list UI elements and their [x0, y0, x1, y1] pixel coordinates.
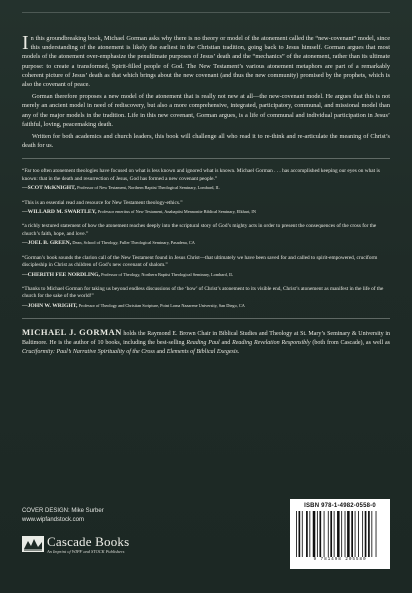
description-paragraph-2: Gorman therefore proposes a new model of the atonement that is really not new at all—the new-covenant model. He argues that this is not merely an ancient model in need of rediscovery, but also a more comprehensive, integrated, participatory, communal, and missional model than any of the major models in the tradition. Life in this new covenant, Gorman argues, is a life of communal and individual participation in Jesus’ faithful, loving, peacemaking death.: [22, 93, 390, 128]
bio-text: (both from Cascade), as well as: [310, 339, 391, 346]
endorsement-attribution: [22, 271, 390, 279]
endorsement-attribution: [22, 184, 390, 192]
cover-design-credit: COVER DESIGN: Mike Surber: [22, 508, 104, 514]
endorser-name: —SCOT McKNIGHT,: [22, 185, 76, 192]
barcode-digits: 9 781498 205580: [313, 557, 367, 562]
section-divider: [22, 318, 390, 319]
endorsement-quote: “Far too often atonement theologies have focused on what is less known and ignored what is known. Michael Gorman . . . has accomplished keeping our eyes on what is known: that in the death and resurrection of Jesus, God has formed a new covenant people.”: [22, 168, 380, 182]
cascade-logo-icon: [22, 536, 44, 552]
bio-text: and: [155, 348, 167, 355]
endorser-name: —JOHN W. WRIGHT,: [22, 302, 78, 309]
book-title: Cruciformity: Paul’s Narrative Spirituality of the Cross: [22, 348, 156, 355]
endorser-role: Professor of Theology and Christian Scripture, Point Loma Nazarene University, San Diego, CA: [78, 302, 245, 308]
endorsement-quote: “Thanks to Michael Gorman for taking us beyond endless discussions of the ‘how’ of Christ’s atonement to its visible end, Christ’s atonement as manifest in the life of the church for the sake of the world!”: [22, 285, 384, 300]
bio-text: .: [237, 348, 240, 355]
endorsement-quote: “This is an essential read and resource for New Testament theology-ethics.”: [22, 199, 183, 206]
book-title: Elements of Biblical Exegesis: [166, 348, 238, 355]
section-divider: [22, 158, 390, 159]
endorser-role: Dean, School of Theology, Fuller Theological Seminary, Pasadena, CA: [72, 240, 195, 246]
publisher-website: www.wipfandstock.com: [22, 517, 85, 523]
barcode: [290, 499, 390, 569]
drop-cap: I: [22, 32, 29, 54]
endorser-role: Professor of Theology, Northern Baptist Theological Seminary, Lombard, IL: [101, 271, 234, 277]
footer: [22, 503, 390, 583]
book-title: Reading Revelation Responsibly: [232, 339, 311, 346]
author-name: MICHAEL J. GORMAN: [22, 327, 122, 338]
endorsement: [22, 255, 390, 279]
publisher-imprint: An Imprint of WIPF and STOCK Publishers: [47, 549, 125, 554]
endorser-name: —CHERITH FEE NORDLING,: [22, 271, 100, 278]
endorsement: [22, 223, 390, 247]
barcode-bars-icon: [294, 511, 386, 557]
endorsement: [22, 168, 390, 192]
bio-text: and: [219, 339, 233, 346]
endorsement-quote: “a richly textured statement of how the atonement reaches deeply into the scriptural story of God’s mighty acts in order to present the consequences of the cross for the church’s faith, hope, and love.”: [22, 223, 377, 237]
endorsement: [22, 286, 390, 310]
endorsement-attribution: [22, 208, 390, 216]
publisher-name: Cascade Books: [47, 534, 130, 549]
endorsement-attribution: [22, 302, 390, 310]
endorser-role: Professor of New Testament, Northern Baptist Theological Seminary, Lombard, IL: [77, 185, 220, 191]
endorser-name: —JOEL B. GREEN,: [22, 240, 72, 247]
publisher-wordmark: [47, 535, 129, 555]
endorser-role: Professor emeritus of New Testament, Anabaptist Mennonite Biblical Seminary, Elkhart, IN: [97, 209, 256, 215]
endorsement-attribution: [22, 239, 390, 247]
credits: [22, 507, 104, 525]
endorsement: [22, 200, 390, 217]
isbn-label: ISBN 978-1-4982-0558-0: [304, 503, 376, 509]
top-rule: [22, 12, 390, 13]
description-text-1: n this groundbreaking book, Michael Gorman asks why there is no theory or model of the atonement called the “new-covenant” model, since this understanding of the atonement is likely the earliest in the Christian tradition, going back to Jesus himself. Gorman argues that most models of the atonement over-emphasize the penultimate purposes of Jesus’ death and the “mechanics” of the atonement, rather than its ultimate purpose: to create a transformed, Spirit-filled people of God. The New Testament’s various atonement metaphors are part of a remarkably coherent picture of Jesus’ death as that which brings about the new covenant (and thus the new community) promised by the prophets, which is also the covenant of peace.: [22, 35, 390, 89]
bio-text: holds the Raymond E. Brown Chair in Biblical Studies and Theology at St. Mary’s Seminary & University in Baltimore. He is the author of 10 books, including the best-selling: [22, 331, 390, 346]
author-bio: [22, 328, 390, 356]
publisher-logo: [22, 535, 129, 555]
endorsement-quote: “Gorman’s book sounds the clarion call of the New Testament found in Jesus Christ—that ultimately we have been saved for and called to spirit-empowered, cruciform discipleship in Christ as children of God’s new covenant of shalom.”: [22, 254, 378, 269]
description-paragraph-3: Written for both academics and church leaders, this book will challenge all who read it to re-think and re-articulate the meaning of Christ’s death for us.: [22, 133, 390, 150]
endorser-name: —WILLARD M. SWARTLEY,: [22, 209, 97, 216]
book-title: Reading Paul: [186, 339, 220, 346]
description-paragraph-1: [22, 34, 390, 89]
